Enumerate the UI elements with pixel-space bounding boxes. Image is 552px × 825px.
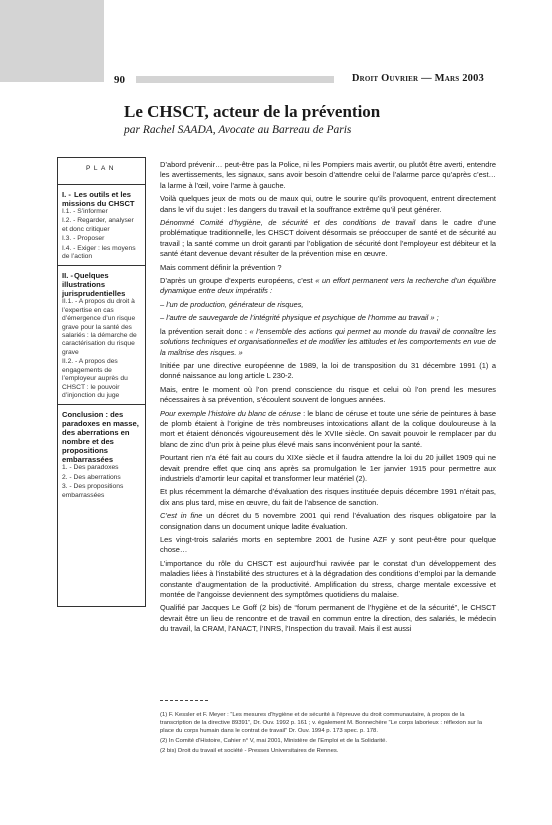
paragraph: Mais, entre le moment où l’on prend conscience du risque et celui où l’on prend les mesures nécessaires à sa prévention, s’écoulent souvent de longues années. — [160, 384, 496, 405]
plan-item: II.2. - A propos des engagements de l’employeur auprès du CHSCT : le pouvoir d’injonction du juge — [62, 358, 128, 399]
paragraph: D’abord prévenir… peut-être pas la Police, ni les Pompiers mais avertir, ou plutôt être averti, entendre les avertissements, les signaux, sans avoir besoin d’attendre celui de l’alarme parce qu’après c’est… la larme à l’œil, voire l’arme à gauche. — [160, 160, 496, 190]
plan-divider — [58, 404, 145, 405]
plan-divider — [58, 265, 145, 266]
plan-divider — [58, 184, 145, 185]
article-byline: par Rachel SAADA, Avocate au Barreau de Paris — [124, 124, 352, 136]
footnote: (1) F. Kessler et F. Meyer : “Les mesures d’hygiène et de sécurité à l’épreuve du droit communautaire, à propos de la transcription de la directive 89391”, Dr. Ouv. 1992 p. 161 ; v. également M. Bonnechère “Le corps laborieux : réflexion sur la place du corps humain dans le contrat de travail” Dr. Ouv. 1994 p. 173 spec. p. 178. — [160, 712, 482, 734]
plan-item: I.2. - Regarder, analyser et donc critiquer — [62, 217, 134, 233]
paragraph: L’importance du rôle du CHSCT est aujourd’hui ravivée par le constat d’un développement des maladies liées à l’instabilité des structures et à la dégradation des conditions d’emploi par la demande constante d’augmentation de la productivité. Amplification du stress, charge mentale excessive et montée de l’angoisse deviennent des symptômes quotidiens du malaise. — [160, 558, 496, 600]
plan-section-label: Les outils et les missions du CHSCT — [62, 190, 135, 208]
plan-section-3 — [62, 410, 141, 500]
plan-section-label: Quelques illustrations jurisprudentielles — [62, 271, 126, 299]
journal-title: Droit Ouvrier — Mars 2003 — [351, 73, 484, 84]
emphasis: – l’un de production, générateur de risques, — [160, 299, 304, 309]
article-body — [160, 160, 496, 638]
paragraph-text: la prévention serait donc : — [160, 326, 250, 336]
paragraph — [160, 409, 496, 451]
paragraph: Voilà quelques jeux de mots ou de maux qui, outre le sourire qu’ils provoquent, entrent directement dans le vif du sujet : les dangers du travail et la souffrance extrême qu’il peut générer. — [160, 194, 496, 214]
footnote: (2) In Comité d’Histoire, Cahier n° V, mai 2001, Ministère de l’Emploi et de la Solidarité. — [160, 738, 388, 744]
header-rule-bar — [136, 76, 334, 83]
paragraph-text: D’après un groupe d’experts européens, c’est — [160, 276, 316, 286]
page-number: 90 — [114, 74, 125, 86]
plan-heading: PLAN — [86, 165, 117, 172]
paragraph: Initiée par une directive européenne de 1989, la loi de transposition du 31 décembre 1991 (1) a donné naissance au long article L 230-2. — [160, 360, 496, 381]
emphasis: Dénommé Comité d’hygiène, de sécurité et des conditions de travail — [160, 218, 416, 228]
paragraph — [160, 276, 496, 297]
paragraph-text: dans le cadre d’une problématique traditionnelle, les CHSCT doivent désormais se préoccuper de santé et de sécurité au travail ; la santé comme un droit garanti par l’obligation de sécurité dont l’employeur est débiteur et la santé étant devenue devant résulter de la prévention mise en œuvre. — [160, 218, 496, 259]
plan-section-label: Conclusion : des paradoxes en masse, des aberrations en nombre et des propositions embarrassées — [62, 410, 139, 465]
paragraph-text: un décret du 5 novembre 2001 qui rend l’évaluation des risques obligatoire par la consignation dans un document unique ladite évaluation. — [160, 511, 497, 531]
paragraph: Et plus récemment la démarche d’évaluation des risques instituée depuis décembre 1991 n’était pas, dix ans plus tard, mise en œuvre, du fait de l’absence de sanction. — [160, 487, 496, 507]
emphasis: C’est in fine — [160, 511, 203, 521]
footnote: (2 bis) Droit du travail et société - Presses Universitaires de Rennes. — [160, 748, 339, 754]
article-title: Le CHSCT, acteur de la prévention — [124, 102, 381, 121]
plan-section-number: I. - — [62, 190, 71, 199]
emphasis: – l’autre de sauvegarde de l’intégrité physique et psychique de l’homme au travail » ; — [160, 313, 439, 323]
footnotes — [160, 711, 496, 757]
paragraph: Les vingt-trois salariés morts en septembre 2001 de l’usine AZF y sont peut-être pour quelque chose… — [160, 535, 496, 555]
emphasis: « l’ensemble des actions qui permet au monde du travail de connaître les solutions techniques et organisationnelles et de modifier les attitudes et les comportements en vue de la maîtrise des risques. » — [160, 326, 496, 357]
paragraph-text: : le blanc de céruse et toute une série de peintures à base de plomb étaient à l’origine de très nombreuses intoxications allant de la colique douloureuse à la mort et étaient dénoncés vigoureusement dès le XVIIe siècle. On savait pouvoir le remplacer par du blanc de zinc d’un prix à peine plus élevé mais sans inconvénient pour la santé. — [160, 408, 496, 449]
plan-item: 2. - Des aberrations — [62, 473, 121, 481]
corner-tab-decoration — [0, 0, 104, 82]
paragraph — [160, 511, 496, 532]
emphasis: « un effort permanent vers la recherche d’un équilibre dynamique entre deux impératifs : — [160, 276, 496, 296]
footnote-separator — [160, 700, 208, 701]
plan-item: I.4. - Exiger : les moyens de l’action — [62, 244, 136, 261]
plan-sidebar — [57, 157, 146, 607]
paragraph — [160, 327, 496, 358]
plan-item: I.1. - S’informer — [62, 208, 108, 215]
paragraph: Pourtant rien n’a été fait au cours du XIXe siècle et il faudra attendre la loi du 20 juillet 1909 qui ne devait prendre effet que cinq ans après sa promulgation le 1er janvier 1915 pour permettre aux industriels d’amortir leur capital et transformer leur matériel (2). — [160, 453, 496, 483]
paragraph — [160, 218, 496, 260]
plan-section-title — [62, 271, 141, 298]
emphasis: Pour exemple l’histoire du blanc de céruse — [160, 408, 301, 418]
plan-item: 3. - Des propositions embarrassées — [62, 483, 124, 499]
paragraph: Qualifié par Jacques Le Goff (2 bis) de “forum permanent de l’hygiène et de la sécurité”, le CHSCT devrait être un lieu de rencontre et de travail en commun entre la direction, des salariés, le médecin du travail, la CRAM, l’ANACT, l’INRS, l’Inspection du travail. Mais il est aussi — [160, 603, 496, 634]
plan-section-1 — [62, 190, 141, 261]
plan-section-title — [62, 190, 141, 208]
paragraph — [160, 300, 496, 310]
paragraph: Mais comment définir la prévention ? — [160, 262, 282, 272]
plan-item: 1. - Des paradoxes — [62, 464, 119, 472]
plan-item: II.1. - A propos du droit à l’expertise en cas d’émergence d’un risque grave pour la santé des salariés : la démarche de caractérisation du risque grave — [62, 298, 137, 356]
plan-section-number: II. - — [62, 271, 73, 281]
plan-section-2 — [62, 271, 141, 400]
plan-item: I.3. - Proposer — [62, 235, 105, 243]
paragraph — [160, 313, 496, 323]
